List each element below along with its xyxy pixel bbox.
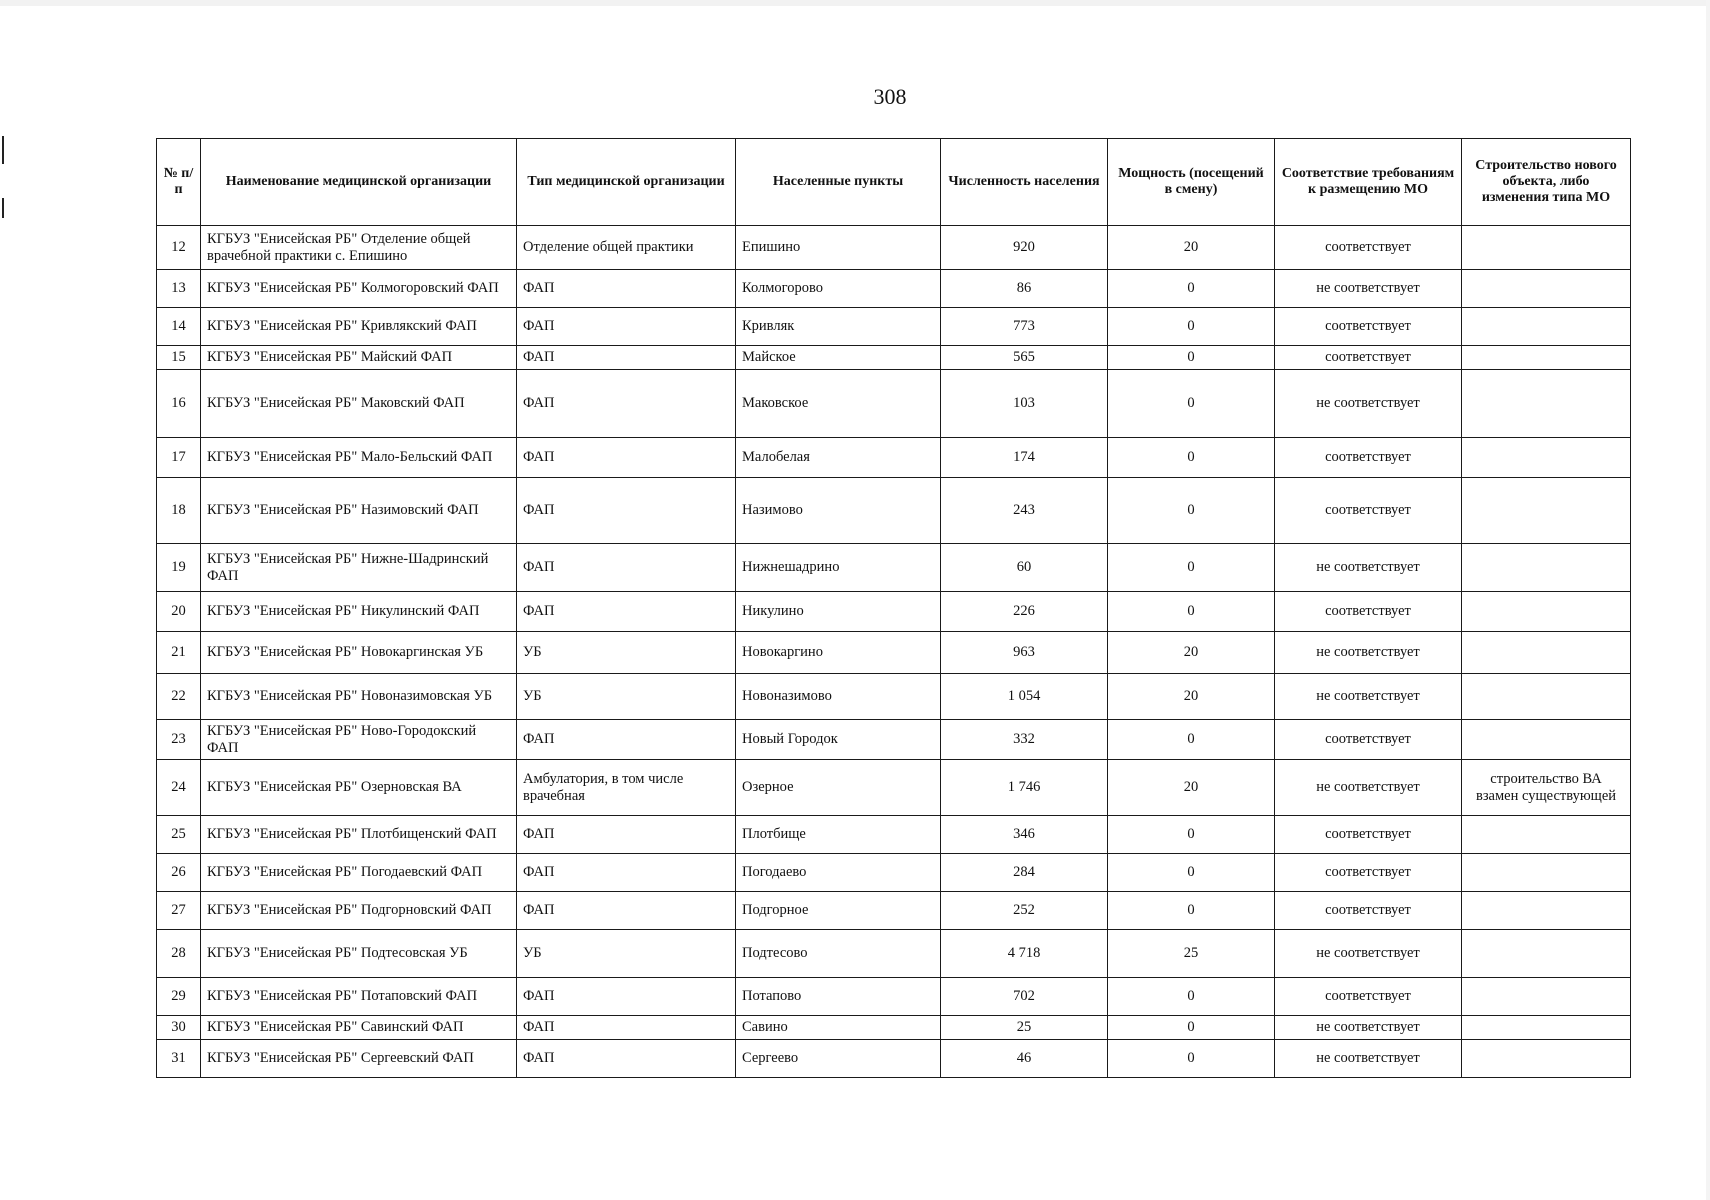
capacity-cell: 20 (1108, 226, 1275, 270)
org-type-cell: Амбулатория, в том числе врачебная (517, 760, 736, 816)
capacity-cell: 0 (1108, 270, 1275, 308)
row-num-cell: 21 (157, 632, 201, 674)
construction-cell (1462, 978, 1631, 1016)
org-type-cell: ФАП (517, 1016, 736, 1040)
capacity-cell: 0 (1108, 346, 1275, 370)
construction-cell: строительство ВА взамен существующей (1462, 760, 1631, 816)
locality-cell: Маковское (736, 370, 941, 438)
org-type-cell: ФАП (517, 854, 736, 892)
locality-cell: Новоназимово (736, 674, 941, 720)
locality-cell: Колмогорово (736, 270, 941, 308)
compliance-cell: соответствует (1275, 892, 1462, 930)
org-type-cell: УБ (517, 930, 736, 978)
table-row (157, 1040, 1631, 1078)
locality-cell: Плотбище (736, 816, 941, 854)
population-cell: 4 718 (941, 930, 1108, 978)
table-row (157, 720, 1631, 760)
locality-cell: Погодаево (736, 854, 941, 892)
compliance-cell: соответствует (1275, 308, 1462, 346)
org-name-cell: КГБУЗ "Енисейская РБ" Маковский ФАП (201, 370, 517, 438)
construction-cell (1462, 270, 1631, 308)
compliance-cell: не соответствует (1275, 1040, 1462, 1078)
locality-cell: Савино (736, 1016, 941, 1040)
row-num-cell: 16 (157, 370, 201, 438)
capacity-cell: 0 (1108, 854, 1275, 892)
row-num-cell: 31 (157, 1040, 201, 1078)
population-cell: 920 (941, 226, 1108, 270)
table-row (157, 478, 1631, 544)
population-cell: 963 (941, 632, 1108, 674)
locality-cell: Назимово (736, 478, 941, 544)
compliance-cell: соответствует (1275, 438, 1462, 478)
capacity-cell: 25 (1108, 930, 1275, 978)
org-type-cell: ФАП (517, 978, 736, 1016)
header-capacity: Мощность (посещений в смену) (1108, 139, 1275, 226)
header-compliance: Соответствие требованиям к размещению МО (1275, 139, 1462, 226)
population-cell: 252 (941, 892, 1108, 930)
construction-cell (1462, 1040, 1631, 1078)
row-num-cell: 30 (157, 1016, 201, 1040)
population-cell: 565 (941, 346, 1108, 370)
page-number: 308 (873, 84, 907, 109)
org-type-cell: ФАП (517, 720, 736, 760)
org-name-cell: КГБУЗ "Енисейская РБ" Плотбищенский ФАП (201, 816, 517, 854)
org-type-cell: ФАП (517, 592, 736, 632)
org-type-cell: ФАП (517, 478, 736, 544)
construction-cell (1462, 544, 1631, 592)
capacity-cell: 0 (1108, 892, 1275, 930)
compliance-cell: не соответствует (1275, 930, 1462, 978)
row-num-cell: 22 (157, 674, 201, 720)
row-num-cell: 26 (157, 854, 201, 892)
locality-cell: Подгорное (736, 892, 941, 930)
capacity-cell: 0 (1108, 978, 1275, 1016)
compliance-cell: не соответствует (1275, 1016, 1462, 1040)
compliance-cell: не соответствует (1275, 270, 1462, 308)
org-type-cell: УБ (517, 674, 736, 720)
compliance-cell: не соответствует (1275, 632, 1462, 674)
compliance-cell: соответствует (1275, 978, 1462, 1016)
org-name-cell: КГБУЗ "Енисейская РБ" Колмогоровский ФАП (201, 270, 517, 308)
capacity-cell: 0 (1108, 720, 1275, 760)
org-name-cell: КГБУЗ "Енисейская РБ" Савинский ФАП (201, 1016, 517, 1040)
org-name-cell: КГБУЗ "Енисейская РБ" Кривлякский ФАП (201, 308, 517, 346)
capacity-cell: 0 (1108, 592, 1275, 632)
locality-cell: Потапово (736, 978, 941, 1016)
locality-cell: Сергеево (736, 1040, 941, 1078)
row-num-cell: 28 (157, 930, 201, 978)
population-cell: 1 746 (941, 760, 1108, 816)
table-row (157, 816, 1631, 854)
row-num-cell: 17 (157, 438, 201, 478)
org-type-cell: Отделение общей практики (517, 226, 736, 270)
locality-cell: Майское (736, 346, 941, 370)
table-row (157, 674, 1631, 720)
table-row (157, 346, 1631, 370)
capacity-cell: 20 (1108, 760, 1275, 816)
header-type: Тип медицинской организации (517, 139, 736, 226)
locality-cell: Новокаргино (736, 632, 941, 674)
org-type-cell: ФАП (517, 544, 736, 592)
facilities-table (156, 138, 1631, 1078)
org-name-cell: КГБУЗ "Енисейская РБ" Ново-Городокский ФАП (201, 720, 517, 760)
construction-cell (1462, 346, 1631, 370)
construction-cell (1462, 226, 1631, 270)
header-construction: Строительство нового объекта, либо изменения типа МО (1462, 139, 1631, 226)
population-cell: 243 (941, 478, 1108, 544)
construction-cell (1462, 816, 1631, 854)
population-cell: 25 (941, 1016, 1108, 1040)
compliance-cell: соответствует (1275, 346, 1462, 370)
org-name-cell: КГБУЗ "Енисейская РБ" Погодаевский ФАП (201, 854, 517, 892)
scan-edge-right (1706, 0, 1710, 1200)
row-num-cell: 20 (157, 592, 201, 632)
header-row (157, 139, 1631, 226)
construction-cell (1462, 370, 1631, 438)
org-type-cell: ФАП (517, 892, 736, 930)
header-population: Численность населения (941, 139, 1108, 226)
population-cell: 226 (941, 592, 1108, 632)
header-num: № п/п (157, 139, 201, 226)
row-num-cell: 27 (157, 892, 201, 930)
compliance-cell: соответствует (1275, 816, 1462, 854)
scan-edge-top (0, 0, 1710, 6)
compliance-cell: не соответствует (1275, 544, 1462, 592)
row-num-cell: 23 (157, 720, 201, 760)
table-row (157, 226, 1631, 270)
construction-cell (1462, 854, 1631, 892)
row-num-cell: 15 (157, 346, 201, 370)
org-name-cell: КГБУЗ "Енисейская РБ" Подгорновский ФАП (201, 892, 517, 930)
construction-cell (1462, 592, 1631, 632)
org-name-cell: КГБУЗ "Енисейская РБ" Мало-Бельский ФАП (201, 438, 517, 478)
row-num-cell: 13 (157, 270, 201, 308)
construction-cell (1462, 892, 1631, 930)
construction-cell (1462, 674, 1631, 720)
table-row (157, 592, 1631, 632)
capacity-cell: 0 (1108, 308, 1275, 346)
row-num-cell: 18 (157, 478, 201, 544)
compliance-cell: соответствует (1275, 478, 1462, 544)
row-num-cell: 24 (157, 760, 201, 816)
org-type-cell: ФАП (517, 438, 736, 478)
table-row (157, 1016, 1631, 1040)
locality-cell: Епишино (736, 226, 941, 270)
table-row (157, 760, 1631, 816)
construction-cell (1462, 478, 1631, 544)
compliance-cell: соответствует (1275, 854, 1462, 892)
construction-cell (1462, 1016, 1631, 1040)
population-cell: 1 054 (941, 674, 1108, 720)
org-name-cell: КГБУЗ "Енисейская РБ" Отделение общей врачебной практики с. Епишино (201, 226, 517, 270)
locality-cell: Нижнешадрино (736, 544, 941, 592)
org-name-cell: КГБУЗ "Енисейская РБ" Потаповский ФАП (201, 978, 517, 1016)
row-num-cell: 25 (157, 816, 201, 854)
capacity-cell: 0 (1108, 478, 1275, 544)
row-num-cell: 14 (157, 308, 201, 346)
locality-cell: Малобелая (736, 438, 941, 478)
construction-cell (1462, 438, 1631, 478)
compliance-cell: соответствует (1275, 720, 1462, 760)
population-cell: 284 (941, 854, 1108, 892)
table-row (157, 308, 1631, 346)
capacity-cell: 0 (1108, 544, 1275, 592)
population-cell: 103 (941, 370, 1108, 438)
population-cell: 702 (941, 978, 1108, 1016)
population-cell: 86 (941, 270, 1108, 308)
scan-mark (2, 136, 4, 164)
org-name-cell: КГБУЗ "Енисейская РБ" Нижне-Шадринский ФАП (201, 544, 517, 592)
org-name-cell: КГБУЗ "Енисейская РБ" Назимовский ФАП (201, 478, 517, 544)
org-name-cell: КГБУЗ "Енисейская РБ" Новокаргинская УБ (201, 632, 517, 674)
locality-cell: Новый Городок (736, 720, 941, 760)
compliance-cell: соответствует (1275, 226, 1462, 270)
capacity-cell: 0 (1108, 1040, 1275, 1078)
population-cell: 174 (941, 438, 1108, 478)
table-row (157, 854, 1631, 892)
org-name-cell: КГБУЗ "Енисейская РБ" Озерновская ВА (201, 760, 517, 816)
org-type-cell: ФАП (517, 1040, 736, 1078)
capacity-cell: 0 (1108, 1016, 1275, 1040)
row-num-cell: 19 (157, 544, 201, 592)
construction-cell (1462, 930, 1631, 978)
header-localities: Населенные пункты (736, 139, 941, 226)
construction-cell (1462, 308, 1631, 346)
table-row (157, 438, 1631, 478)
table-row (157, 370, 1631, 438)
org-type-cell: ФАП (517, 370, 736, 438)
table-row (157, 978, 1631, 1016)
org-name-cell: КГБУЗ "Енисейская РБ" Майский ФАП (201, 346, 517, 370)
org-type-cell: ФАП (517, 270, 736, 308)
locality-cell: Озерное (736, 760, 941, 816)
capacity-cell: 0 (1108, 370, 1275, 438)
population-cell: 346 (941, 816, 1108, 854)
capacity-cell: 0 (1108, 438, 1275, 478)
population-cell: 46 (941, 1040, 1108, 1078)
capacity-cell: 20 (1108, 632, 1275, 674)
org-type-cell: ФАП (517, 346, 736, 370)
header-name: Наименование медицинской организации (201, 139, 517, 226)
compliance-cell: не соответствует (1275, 760, 1462, 816)
compliance-cell: не соответствует (1275, 674, 1462, 720)
org-name-cell: КГБУЗ "Енисейская РБ" Новоназимовская УБ (201, 674, 517, 720)
construction-cell (1462, 720, 1631, 760)
locality-cell: Никулино (736, 592, 941, 632)
org-name-cell: КГБУЗ "Енисейская РБ" Никулинский ФАП (201, 592, 517, 632)
construction-cell (1462, 632, 1631, 674)
org-type-cell: ФАП (517, 816, 736, 854)
population-cell: 60 (941, 544, 1108, 592)
compliance-cell: не соответствует (1275, 370, 1462, 438)
capacity-cell: 0 (1108, 816, 1275, 854)
table-row (157, 270, 1631, 308)
population-cell: 773 (941, 308, 1108, 346)
row-num-cell: 12 (157, 226, 201, 270)
org-name-cell: КГБУЗ "Енисейская РБ" Сергеевский ФАП (201, 1040, 517, 1078)
capacity-cell: 20 (1108, 674, 1275, 720)
org-type-cell: ФАП (517, 308, 736, 346)
table-row (157, 544, 1631, 592)
population-cell: 332 (941, 720, 1108, 760)
scan-mark (2, 198, 4, 218)
table-row (157, 930, 1631, 978)
compliance-cell: соответствует (1275, 592, 1462, 632)
row-num-cell: 29 (157, 978, 201, 1016)
org-type-cell: УБ (517, 632, 736, 674)
table-row (157, 632, 1631, 674)
locality-cell: Подтесово (736, 930, 941, 978)
locality-cell: Кривляк (736, 308, 941, 346)
table-row (157, 892, 1631, 930)
org-name-cell: КГБУЗ "Енисейская РБ" Подтесовская УБ (201, 930, 517, 978)
